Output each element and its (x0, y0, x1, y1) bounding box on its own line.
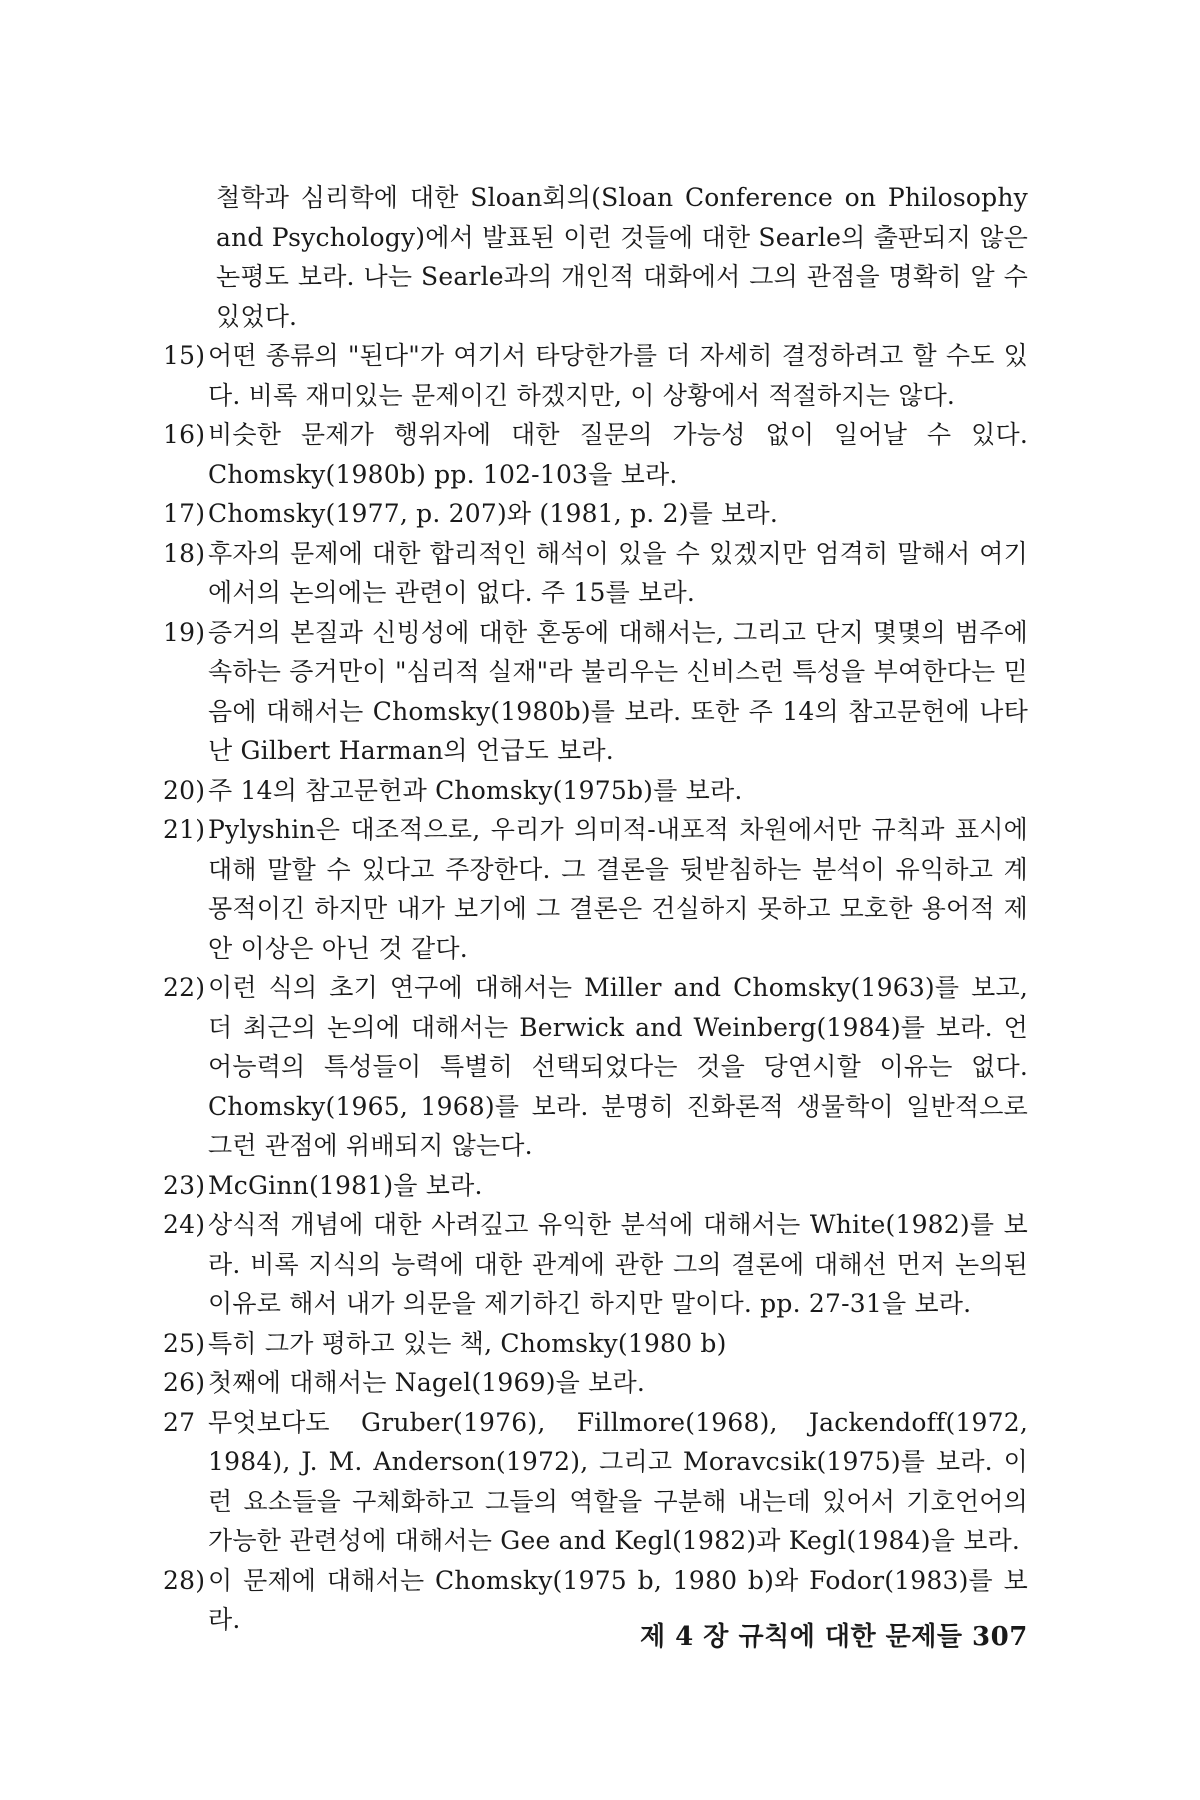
note-text: 어떤 종류의 "된다"가 여기서 타당한가를 더 자세히 결정하려고 할 수도 있다. 비록 재미있는 문제이긴 하겠지만, 이 상황에서 적절하지는 않다. (208, 341, 1028, 410)
endnote-21 (163, 810, 1028, 968)
note-number: 15) (163, 341, 206, 370)
note-text: 무엇보다도 Gruber(1976), Fillmore(1968), Jackendoff(1972, 1984), J. M. Anderson(1972), 그리고 Moravcsik(1975)를 보라. 이런 요소들을 구체화하고 그들의 역할을 구분해 내는데 있어서 기호언어의 가능한 관련성에 대해서는 Gee and Kegl(1982)과 Kegl(1984)을 보라. (208, 1407, 1028, 1555)
note-number: 18) (163, 538, 206, 568)
note-number: 20) (163, 775, 206, 805)
endnote-22 (163, 968, 1028, 1166)
note-text: 이 문제에 대해서는 Chomsky(1975 b, 1980 b)와 Fodor(1983)를 보라. (208, 1565, 1028, 1634)
note-number: 16) (163, 420, 206, 449)
endnote-24 (163, 1205, 1028, 1324)
note-text: Chomsky(1977, p. 207)와 (1981, p. 2)를 보라. (208, 499, 778, 528)
running-footer-page-number: 제 4 장 규칙에 대한 문제들 307 (640, 1622, 1028, 1652)
note-text: 이런 식의 초기 연구에 대해서는 Miller and Chomsky(1963)를 보고, 더 최근의 논의에 대해서는 Berwick and Weinberg(1984)를 보라. 언어능력의 특성들이 특별히 선택되었다는 것을 당연시할 이유는 없다. Chomsky(1965, 1968)를 보라. 분명히 진화론적 생물학이 일반적으로 그런 관점에 위배되지 않는다. (208, 973, 1028, 1160)
note-text: McGinn(1981)을 보라. (208, 1170, 483, 1200)
note-text: 증거의 본질과 신빙성에 대한 혼동에 대해서는, 그리고 단지 몇몇의 범주에 속하는 증거만이 "심리적 실재"라 불리우는 신비스런 특성을 부여한다는 믿음에 대해서는 Chomsky(1980b)를 보라. 또한 주 14의 참고문헌에 나타난 Gilbert Harman의 언급도 보라. (208, 617, 1028, 765)
note-number: 17) (163, 499, 206, 528)
note-continuation (208, 178, 1028, 336)
note-text: 상식적 개념에 대한 사려깊고 유익한 분석에 대해서는 White(1982)를 보라. 비록 지식의 능력에 대한 관계에 관한 그의 결론에 대해선 먼저 논의된 이유로 해서 내가 의문을 제기하긴 하지만 말이다. pp. 27-31을 보라. (208, 1210, 1028, 1318)
note-number: 24) (163, 1210, 206, 1239)
endnote-25 (163, 1324, 1028, 1364)
note-number: 19) (163, 617, 206, 647)
endnote-20 (163, 771, 1028, 811)
endnote-27 (163, 1403, 1028, 1561)
note-number: 27 (163, 1407, 196, 1437)
note-text: 첫째에 대해서는 Nagel(1969)을 보라. (208, 1368, 645, 1397)
note-text: 후자의 문제에 대한 합리적인 해석이 있을 수 있겠지만 엄격히 말해서 여기에서의 논의에는 관련이 없다. 주 15를 보라. (208, 538, 1028, 607)
endnote-15 (163, 336, 1028, 415)
endnote-16 (163, 415, 1028, 494)
note-text: 철학과 심리학에 대한 Sloan회의(Sloan Conference on Philosophy and Psychology)에서 발표된 이런 것들에 대한 Searle의 출판되지 않은 논평도 보라. 나는 Searle과의 개인적 대화에서 그의 관점을 명확히 알 수 있었다. (216, 183, 1028, 331)
note-number: 22) (163, 973, 206, 1002)
note-text: 특히 그가 평하고 있는 책, Chomsky(1980 b) (208, 1328, 727, 1358)
note-number: 23) (163, 1170, 206, 1200)
endnote-17 (163, 494, 1028, 534)
note-number: 25) (163, 1328, 206, 1358)
note-number: 26) (163, 1368, 206, 1397)
note-number: 21) (163, 815, 206, 844)
note-text: 비슷한 문제가 행위자에 대한 질문의 가능성 없이 일어날 수 있다. Chomsky(1980b) pp. 102-103을 보라. (208, 420, 1028, 489)
endnote-18 (163, 534, 1028, 613)
endnotes-list (163, 178, 1028, 1640)
note-text: 주 14의 참고문헌과 Chomsky(1975b)를 보라. (208, 775, 743, 805)
note-text: Pylyshin은 대조적으로, 우리가 의미적-내포적 차원에서만 규칙과 표시에 대해 말할 수 있다고 주장한다. 그 결론을 뒷받침하는 분석이 유익하고 계몽적이긴 하지만 내가 보기에 그 결론은 건실하지 못하고 모호한 용어적 제안 이상은 아닌 것 같다. (208, 815, 1028, 963)
endnote-26 (163, 1363, 1028, 1403)
endnote-19 (163, 613, 1028, 771)
endnote-23 (163, 1166, 1028, 1206)
note-number: 28) (163, 1565, 206, 1595)
